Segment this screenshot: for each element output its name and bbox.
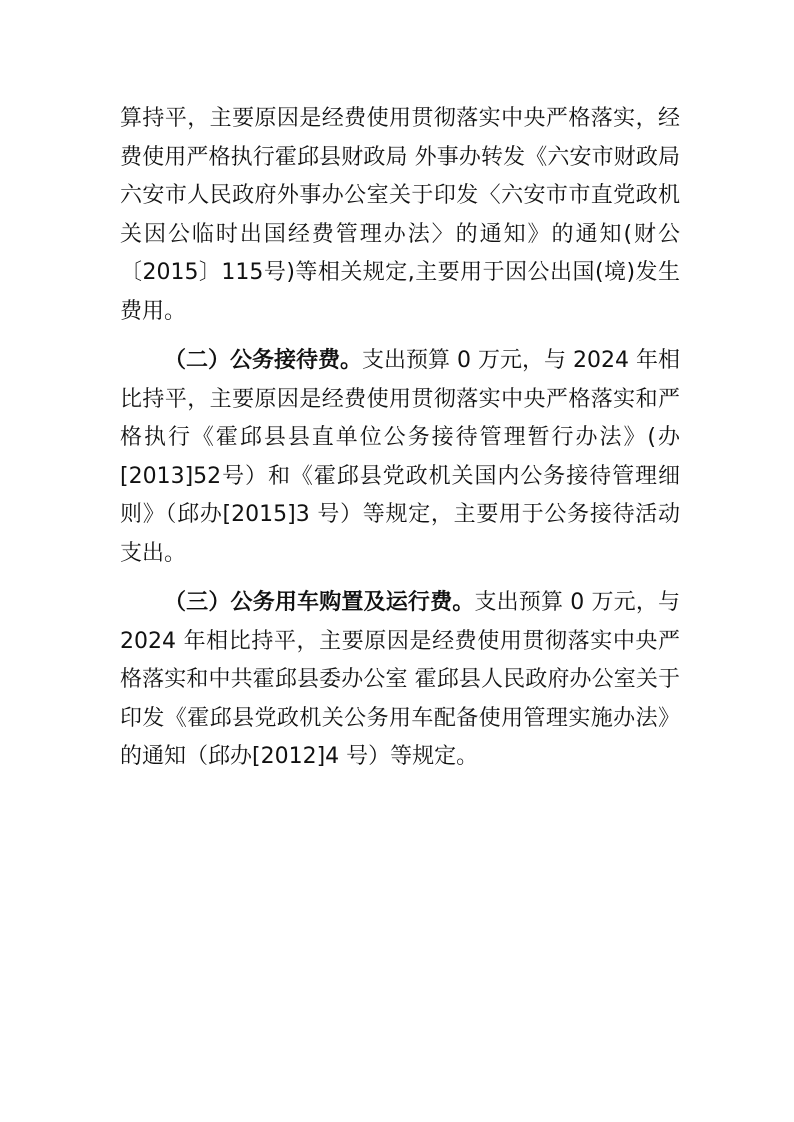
- paragraph-outbound-travel-continuation: [120, 100, 680, 331]
- paragraph-official-vehicles: [120, 584, 680, 777]
- section-heading-official-vehicles: （三）公务用车购置及运行费。: [164, 590, 475, 615]
- paragraph-text: 算持平，主要原因是经费使用贯彻落实中央严格落实，经费使用严格执行霍邱县财政局 外事办转发《六安市财政局六安市人民政府外事办公室关于印发〈六安市市直党政机关因公临时出国经费管理办法〉的通知》的通知(财公〔2015〕115号)等相关规定,主要用于因公出国(境)发生费用。: [120, 106, 680, 324]
- paragraph-text: 支出预算 0 万元，与 2024 年相比持平，主要原因是经费使用贯彻落实中央严格落实和严格执行《霍邱县县直单位公务接待管理暂行办法》(办[2013]52号）和《霍邱县党政机关国内公务接待管理细则》（邱办[2015]3 号）等规定，主要用于公务接待活动支出。: [120, 348, 680, 566]
- section-heading-official-reception: （二）公务接待费。: [164, 348, 363, 373]
- document-body: [120, 100, 680, 777]
- paragraph-text: 支出预算 0 万元，与 2024 年相比持平，主要原因是经费使用贯彻落实中央严格落实和中共霍邱县委办公室 霍邱县人民政府办公室关于印发《霍邱县党政机关公务用车配备使用管理实施办法》的通知（邱办[2012]4 号）等规定。: [120, 590, 680, 769]
- paragraph-official-reception: [120, 342, 680, 573]
